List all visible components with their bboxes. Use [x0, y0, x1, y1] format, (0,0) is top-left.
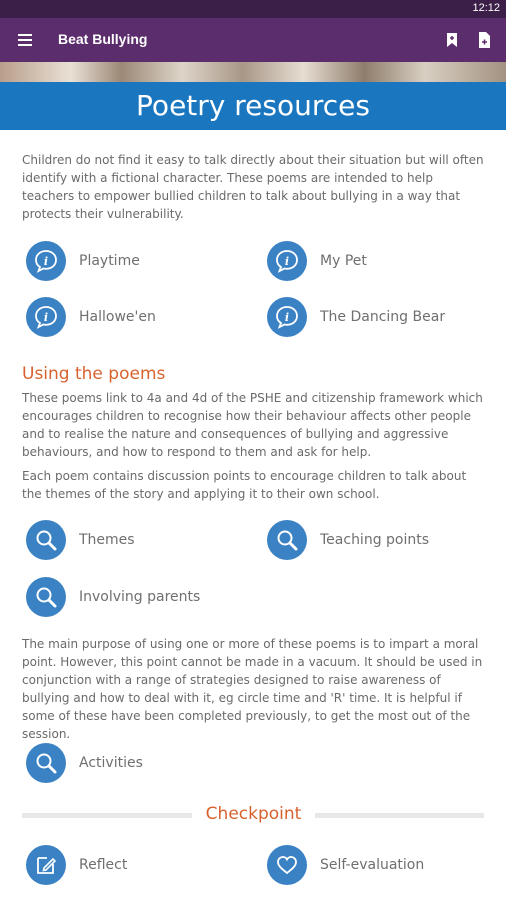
- checkpoint-self-evaluation[interactable]: [267, 845, 424, 885]
- resource-teaching-points[interactable]: [267, 520, 429, 560]
- checkpoint-label: Self-evaluation: [320, 857, 425, 873]
- poem-label: Hallowe'en: [79, 309, 156, 325]
- header-banner-image: [0, 62, 506, 82]
- edit-icon: [26, 845, 66, 885]
- info-speech-icon: [267, 241, 307, 281]
- checkpoint-title: Checkpoint: [205, 804, 302, 824]
- search-icon: [267, 520, 307, 560]
- poem-label: My Pet: [320, 253, 367, 269]
- app-bar: [0, 18, 506, 62]
- resource-activities[interactable]: [26, 743, 143, 783]
- checkpoint-label: Reflect: [79, 857, 128, 873]
- svg-text:i: i: [284, 311, 290, 324]
- status-time: 12:12: [472, 2, 500, 14]
- poem-halloween[interactable]: [26, 297, 156, 337]
- section-title-using-poems: Using the poems: [22, 364, 166, 384]
- resource-label: Involving parents: [79, 589, 201, 605]
- info-speech-icon: [267, 297, 307, 337]
- search-icon: [26, 743, 66, 783]
- poem-my-pet[interactable]: [267, 241, 367, 281]
- checkpoint-divider-right: [315, 813, 484, 818]
- resource-themes[interactable]: [26, 520, 135, 560]
- resource-label: Teaching points: [320, 532, 430, 548]
- search-icon: [26, 577, 66, 617]
- poem-playtime[interactable]: [26, 241, 140, 281]
- info-speech-icon: [26, 297, 66, 337]
- app-title: Beat Bullying: [58, 31, 148, 47]
- document-add-icon[interactable]: [474, 30, 494, 50]
- using-text-1: These poems link to 4a and 4d of the PSHE and citizenship framework which encourages children to recognise how their behaviour affects other people and to realise the nature and consequences of bullying and aggressive behaviours, and how to respond to them and ask for help.: [22, 391, 483, 459]
- page-header: [0, 82, 506, 130]
- resource-involving-parents[interactable]: [26, 577, 200, 617]
- menu-icon[interactable]: [16, 30, 36, 50]
- heart-icon: [267, 845, 307, 885]
- svg-text:i: i: [43, 255, 49, 268]
- resource-label: Themes: [79, 532, 135, 548]
- svg-text:i: i: [43, 311, 49, 324]
- resource-label: Activities: [79, 755, 143, 771]
- intro-text: Children do not find it easy to talk directly about their situation but will often identify with a fictional character. These poems are intended to help teachers to empower bullied children to talk about bullying in a way that protects their vulnerability.: [22, 153, 484, 221]
- status-bar: [0, 0, 506, 18]
- info-speech-icon: [26, 241, 66, 281]
- svg-text:i: i: [284, 255, 290, 268]
- checkpoint-reflect[interactable]: [26, 845, 127, 885]
- search-icon: [26, 520, 66, 560]
- purpose-text: The main purpose of using one or more of these poems is to impart a moral point. However, this point cannot be made in a vacuum. It should be used in conjunction with a range of strategies designed to raise awareness of bullying and how to deal with it, eg circle time and 'R' time. It is helpful if some of these have been completed previously, to get the most out of the session.: [22, 637, 483, 741]
- bookmark-icon[interactable]: [442, 30, 462, 50]
- checkpoint-divider-left: [22, 813, 192, 818]
- using-text-2: Each poem contains discussion points to encourage children to talk about the themes of the story and applying it to their own school.: [22, 469, 467, 501]
- poem-dancing-bear[interactable]: [267, 297, 445, 337]
- page-title: Poetry resources: [136, 89, 370, 122]
- poem-label: Playtime: [79, 253, 140, 269]
- poem-label: The Dancing Bear: [320, 309, 446, 325]
